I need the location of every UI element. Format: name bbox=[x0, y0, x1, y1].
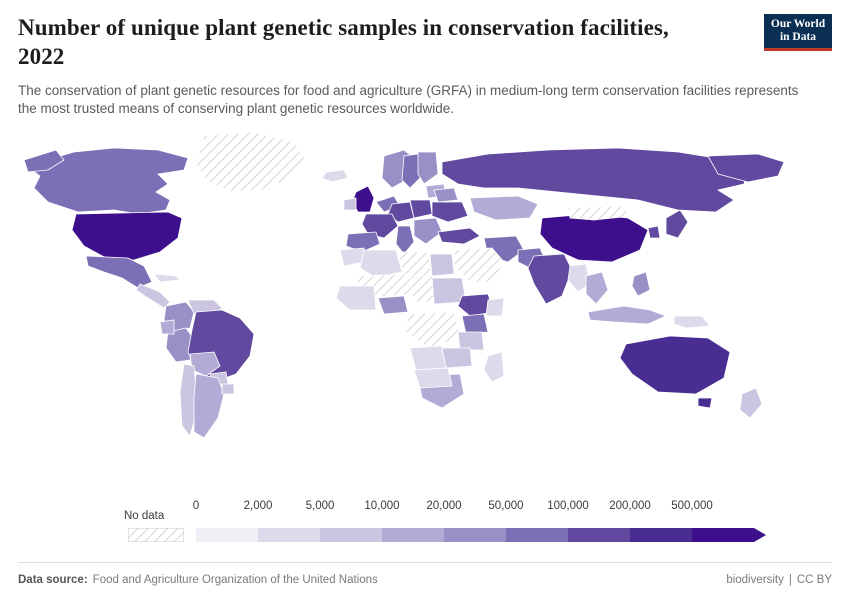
page-title: Number of unique plant genetic samples in conservation facilities, 2022 bbox=[18, 15, 669, 69]
country-iceland[interactable] bbox=[322, 170, 348, 182]
country-angola[interactable] bbox=[410, 346, 446, 370]
source-value: Food and Agriculture Organization of the United Nations bbox=[92, 574, 378, 586]
country-finland[interactable] bbox=[418, 152, 438, 184]
country-nigeria[interactable] bbox=[378, 296, 408, 314]
map-countries bbox=[24, 132, 784, 438]
country-thailand[interactable] bbox=[586, 272, 608, 304]
country-somalia[interactable] bbox=[486, 298, 504, 316]
legend-bin[interactable] bbox=[630, 528, 692, 542]
country-argentina[interactable] bbox=[194, 374, 224, 438]
chart-subtitle: The conservation of plant genetic resources for food and agriculture (GRFA) in medium-long term conservation facilities represents the most trusted means of conserving plant genetic resources worldwide. bbox=[18, 82, 799, 116]
legend-bin[interactable] bbox=[692, 528, 754, 542]
owid-logo[interactable] bbox=[764, 14, 832, 51]
country-italy[interactable] bbox=[396, 226, 414, 254]
country-australia[interactable] bbox=[620, 336, 730, 394]
map-svg[interactable] bbox=[18, 126, 832, 501]
country-new-zealand[interactable] bbox=[740, 388, 762, 418]
country-poland[interactable] bbox=[410, 200, 432, 218]
country-india[interactable] bbox=[528, 254, 572, 304]
country-kenya[interactable] bbox=[462, 314, 488, 334]
logo-line-2: in Data bbox=[779, 30, 817, 43]
legend-tick-label: 200,000 bbox=[609, 500, 651, 512]
footer-license[interactable]: CC BY bbox=[796, 574, 832, 586]
country-saudi-arabia[interactable] bbox=[454, 248, 504, 282]
legend-tick-label: 20,000 bbox=[426, 500, 462, 512]
legend-tick-label: 100,000 bbox=[547, 500, 589, 512]
country-cuba[interactable] bbox=[154, 274, 180, 282]
country-tanzania[interactable] bbox=[458, 332, 484, 350]
legend-color-bar[interactable] bbox=[196, 528, 766, 542]
legend-no-data-label: No data bbox=[124, 510, 165, 522]
legend-no-data-swatch[interactable] bbox=[128, 528, 184, 542]
country-balkans[interactable] bbox=[414, 218, 442, 244]
chart-footer bbox=[18, 562, 832, 590]
country-belarus[interactable] bbox=[434, 188, 458, 202]
country-japan[interactable] bbox=[666, 210, 688, 238]
country-papua-new-guinea[interactable] bbox=[674, 316, 710, 328]
country-drc[interactable] bbox=[406, 312, 460, 348]
logo-line-1: Our World bbox=[770, 18, 826, 30]
source-label: Data source: bbox=[18, 574, 88, 586]
country-indonesia[interactable] bbox=[588, 306, 666, 324]
country-algeria[interactable] bbox=[360, 250, 402, 278]
country-greenland[interactable] bbox=[196, 132, 306, 192]
legend-bin[interactable] bbox=[568, 528, 630, 542]
legend-tick-label: 5,000 bbox=[305, 500, 335, 512]
legend-tick-labels bbox=[18, 500, 832, 516]
country-ecuador[interactable] bbox=[160, 320, 174, 334]
map-legend bbox=[18, 500, 832, 548]
footer-topic[interactable]: biodiversity bbox=[726, 574, 784, 586]
legend-tick-label: 500,000 bbox=[671, 500, 713, 512]
legend-bin[interactable] bbox=[444, 528, 506, 542]
legend-tick-label: 0 bbox=[192, 500, 200, 512]
legend-tick-label: 50,000 bbox=[488, 500, 524, 512]
country-namibia-botswana[interactable] bbox=[414, 368, 452, 388]
country-korea[interactable] bbox=[648, 226, 660, 238]
country-turkey[interactable] bbox=[438, 228, 480, 244]
legend-tick-label: 10,000 bbox=[364, 500, 400, 512]
legend-bin[interactable] bbox=[196, 528, 258, 542]
legend-bins bbox=[196, 528, 766, 542]
country-west-africa[interactable] bbox=[336, 286, 376, 310]
country-philippines[interactable] bbox=[632, 272, 650, 296]
country-uruguay[interactable] bbox=[222, 384, 234, 394]
footer-separator: | bbox=[788, 574, 792, 586]
legend-bin[interactable] bbox=[506, 528, 568, 542]
legend-tick-label: 2,000 bbox=[243, 500, 273, 512]
country-tasmania[interactable] bbox=[698, 398, 712, 408]
country-ukraine[interactable] bbox=[432, 202, 468, 222]
country-egypt[interactable] bbox=[430, 254, 454, 276]
country-ireland[interactable] bbox=[344, 198, 356, 210]
legend-arrow-icon bbox=[754, 528, 766, 542]
world-map[interactable] bbox=[18, 126, 832, 501]
country-mexico[interactable] bbox=[86, 256, 152, 288]
country-madagascar[interactable] bbox=[484, 352, 504, 382]
country-chad[interactable] bbox=[410, 276, 434, 302]
country-morocco[interactable] bbox=[340, 248, 364, 266]
chart-header bbox=[18, 14, 832, 118]
legend-bin[interactable] bbox=[382, 528, 444, 542]
legend-bin[interactable] bbox=[258, 528, 320, 542]
country-united-states[interactable] bbox=[72, 212, 182, 260]
legend-bin[interactable] bbox=[320, 528, 382, 542]
country-zambia[interactable] bbox=[442, 348, 472, 368]
country-central-america[interactable] bbox=[136, 284, 170, 308]
country-kazakhstan[interactable] bbox=[470, 196, 538, 220]
